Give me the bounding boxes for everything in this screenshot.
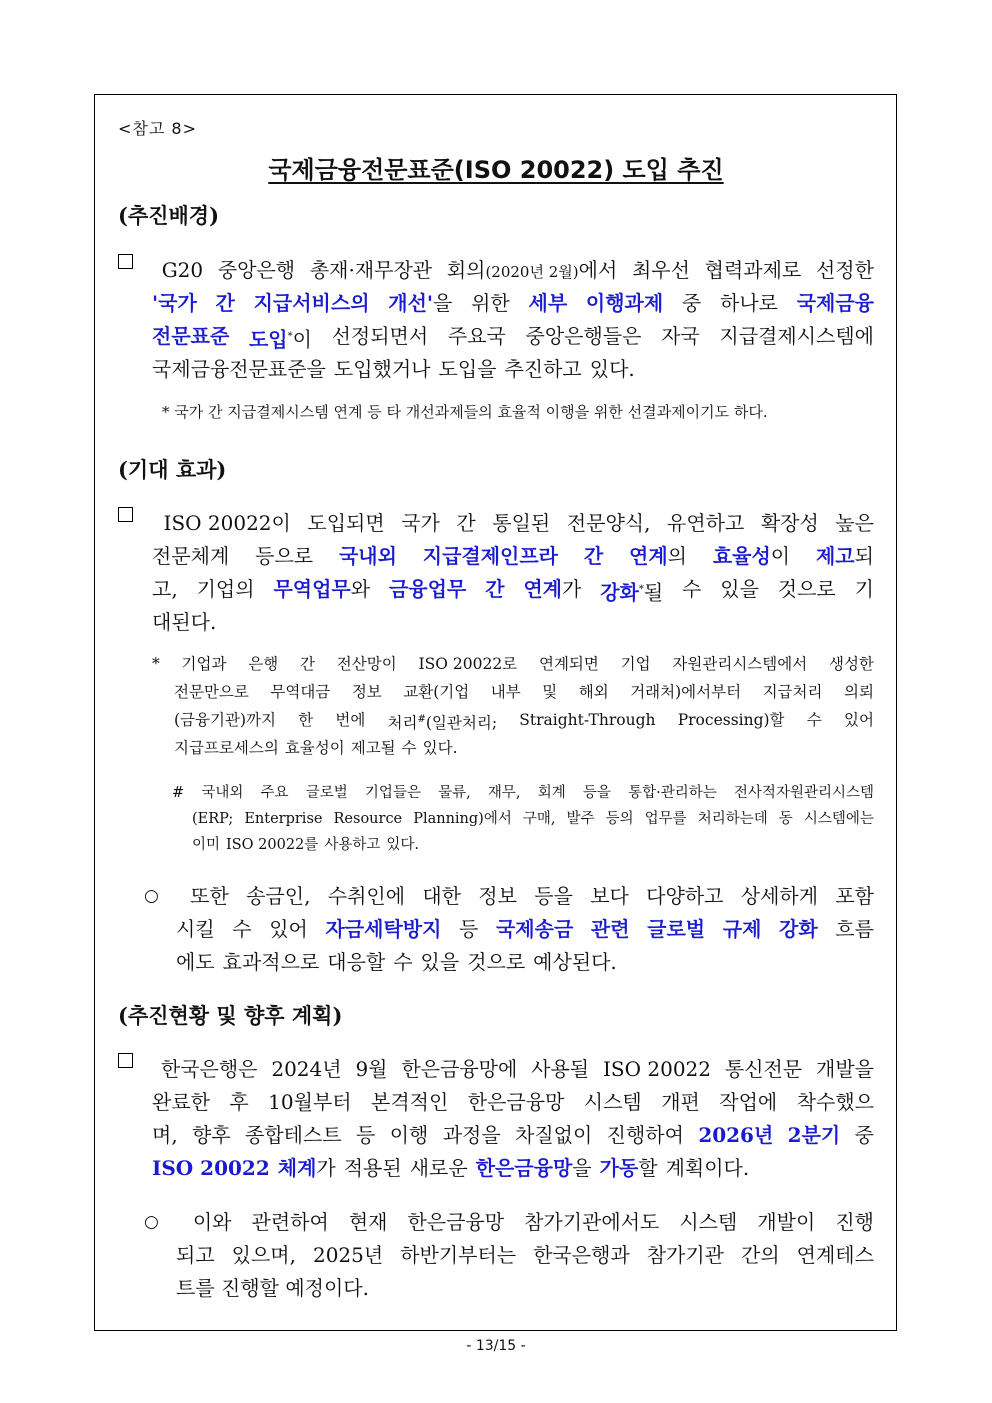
paragraph-line: 국제금융전문표준을 도입했거나 도입을 추진하고 있다. xyxy=(152,357,635,381)
paragraph-line: '국가 간 지급서비스의 개선'을 위한 세부 이행과제 중 하나로 국제금융 xyxy=(152,291,874,315)
circle-bullet-icon: ○ xyxy=(144,1212,159,1232)
footnote-line: 지급프로세스의 효율성이 제고될 수 있다. xyxy=(174,739,458,757)
paragraph-remittance xyxy=(144,880,874,979)
paragraph-participants xyxy=(144,1206,874,1305)
page-number: - 13/15 - xyxy=(466,1338,526,1354)
paragraph-line: 한국은행은 2024년 9월 한은금융망에 사용될 ISO 20022 통신전문 개발을 xyxy=(118,1053,874,1086)
subnote-line: (ERP; Enterprise Resource Planning)에서 구매, 발주 등의 업무를 처리하는데 동 시스템에는 xyxy=(192,811,874,827)
paragraph-line: 에도 효과적으로 대응할 수 있을 것으로 예상된다. xyxy=(176,950,617,974)
paragraph-line: 전문체계 등으로 국내외 지급결제인프라 간 연계의 효율성이 제고되 xyxy=(152,544,874,568)
paragraph-line: ○ 또한 송금인, 수취인에 대한 정보 등을 보다 다양하고 상세하게 포함 xyxy=(144,880,874,913)
page-title xyxy=(0,150,992,185)
box-bullet-icon xyxy=(118,1053,133,1068)
subnote-line: # 국내외 주요 글로벌 기업들은 물류, 재무, 회계 등을 통합·관리하는 전사적자원관리시스템 xyxy=(172,785,874,801)
paragraph-line: 대된다. xyxy=(152,610,217,634)
reference-label: <참고 8> xyxy=(118,119,197,138)
section-heading-background: (추진배경) xyxy=(118,203,220,228)
footnote-line: 전문만으로 무역대금 정보 교환(기업 내부 및 해외 거래처)에서부터 지급처리 의뢰 xyxy=(174,683,874,701)
paragraph-line: 시킬 수 있어 자금세탁방지 등 국제송금 관련 글로벌 규제 강화 흐름 xyxy=(176,917,874,941)
paragraph-background xyxy=(118,254,874,386)
subnote-line: 이미 ISO 20022를 사용하고 있다. xyxy=(192,837,419,853)
paragraph-line: ISO 20022이 도입되면 국가 간 통일된 전문양식, 유연하고 확장성 높은 xyxy=(118,507,874,540)
section-heading-expected-effects: (기대 효과) xyxy=(118,457,227,482)
paragraph-line: ○ 이와 관련하여 현재 한은금융망 참가기관에서도 시스템 개발이 진행 xyxy=(144,1206,874,1239)
paragraph-line: ISO 20022 체계가 적용된 새로운 한은금융망을 가동할 계획이다. xyxy=(152,1156,750,1180)
section-heading-status-plan: (추진현황 및 향후 계획) xyxy=(118,1003,343,1028)
paragraph-line: 되고 있으며, 2025년 하반기부터는 한국은행과 참가기관 간의 연계테스 xyxy=(176,1243,874,1267)
paragraph-status xyxy=(118,1053,874,1185)
footnote-line: (금융기관)까지 한 번에 처리#(일관처리; Straight-Through Processing)할 수 있어 xyxy=(174,711,874,733)
subnote-erp xyxy=(172,780,874,858)
paragraph-effects xyxy=(118,507,874,639)
paragraph-line xyxy=(144,1272,874,1305)
footnote-line: * 기업과 은행 간 전산망이 ISO 20022로 연계되면 기업 자원관리시스템에서 생성한 xyxy=(152,655,874,673)
footnote-erp xyxy=(152,650,874,762)
paragraph-line-text: 트를 진행할 예정이다. xyxy=(176,1276,369,1300)
box-bullet-icon xyxy=(118,507,133,522)
page-title-text: 국제금융전문표준(ISO 20022) 도입 추진 xyxy=(268,156,724,184)
paragraph-line: 고, 기업의 무역업무와 금융업무 간 연계가 강화*될 수 있을 것으로 기 xyxy=(152,577,874,605)
circle-bullet-icon: ○ xyxy=(144,886,159,906)
paragraph-line: 완료한 후 10월부터 본격적인 한은금융망 시스템 개편 작업에 착수했으 xyxy=(152,1090,874,1114)
footnote: * 국가 간 지급결제시스템 연계 등 타 개선과제들의 효율적 이행을 위한 선결과제이기도 하다. xyxy=(162,403,768,421)
paragraph-line: 전문표준 도입*이 선정되면서 주요국 중앙은행들은 자국 지급결제시스템에 xyxy=(152,324,874,352)
paragraph-line: G20 중앙은행 총재·재무장관 회의(2020년 2월)에서 최우선 협력과제로 선정한 xyxy=(118,254,874,287)
paragraph-line: 며, 향후 종합테스트 등 이행 과정을 차질없이 진행하여 2026년 2분기 중 xyxy=(152,1123,874,1147)
box-bullet-icon xyxy=(118,254,133,269)
